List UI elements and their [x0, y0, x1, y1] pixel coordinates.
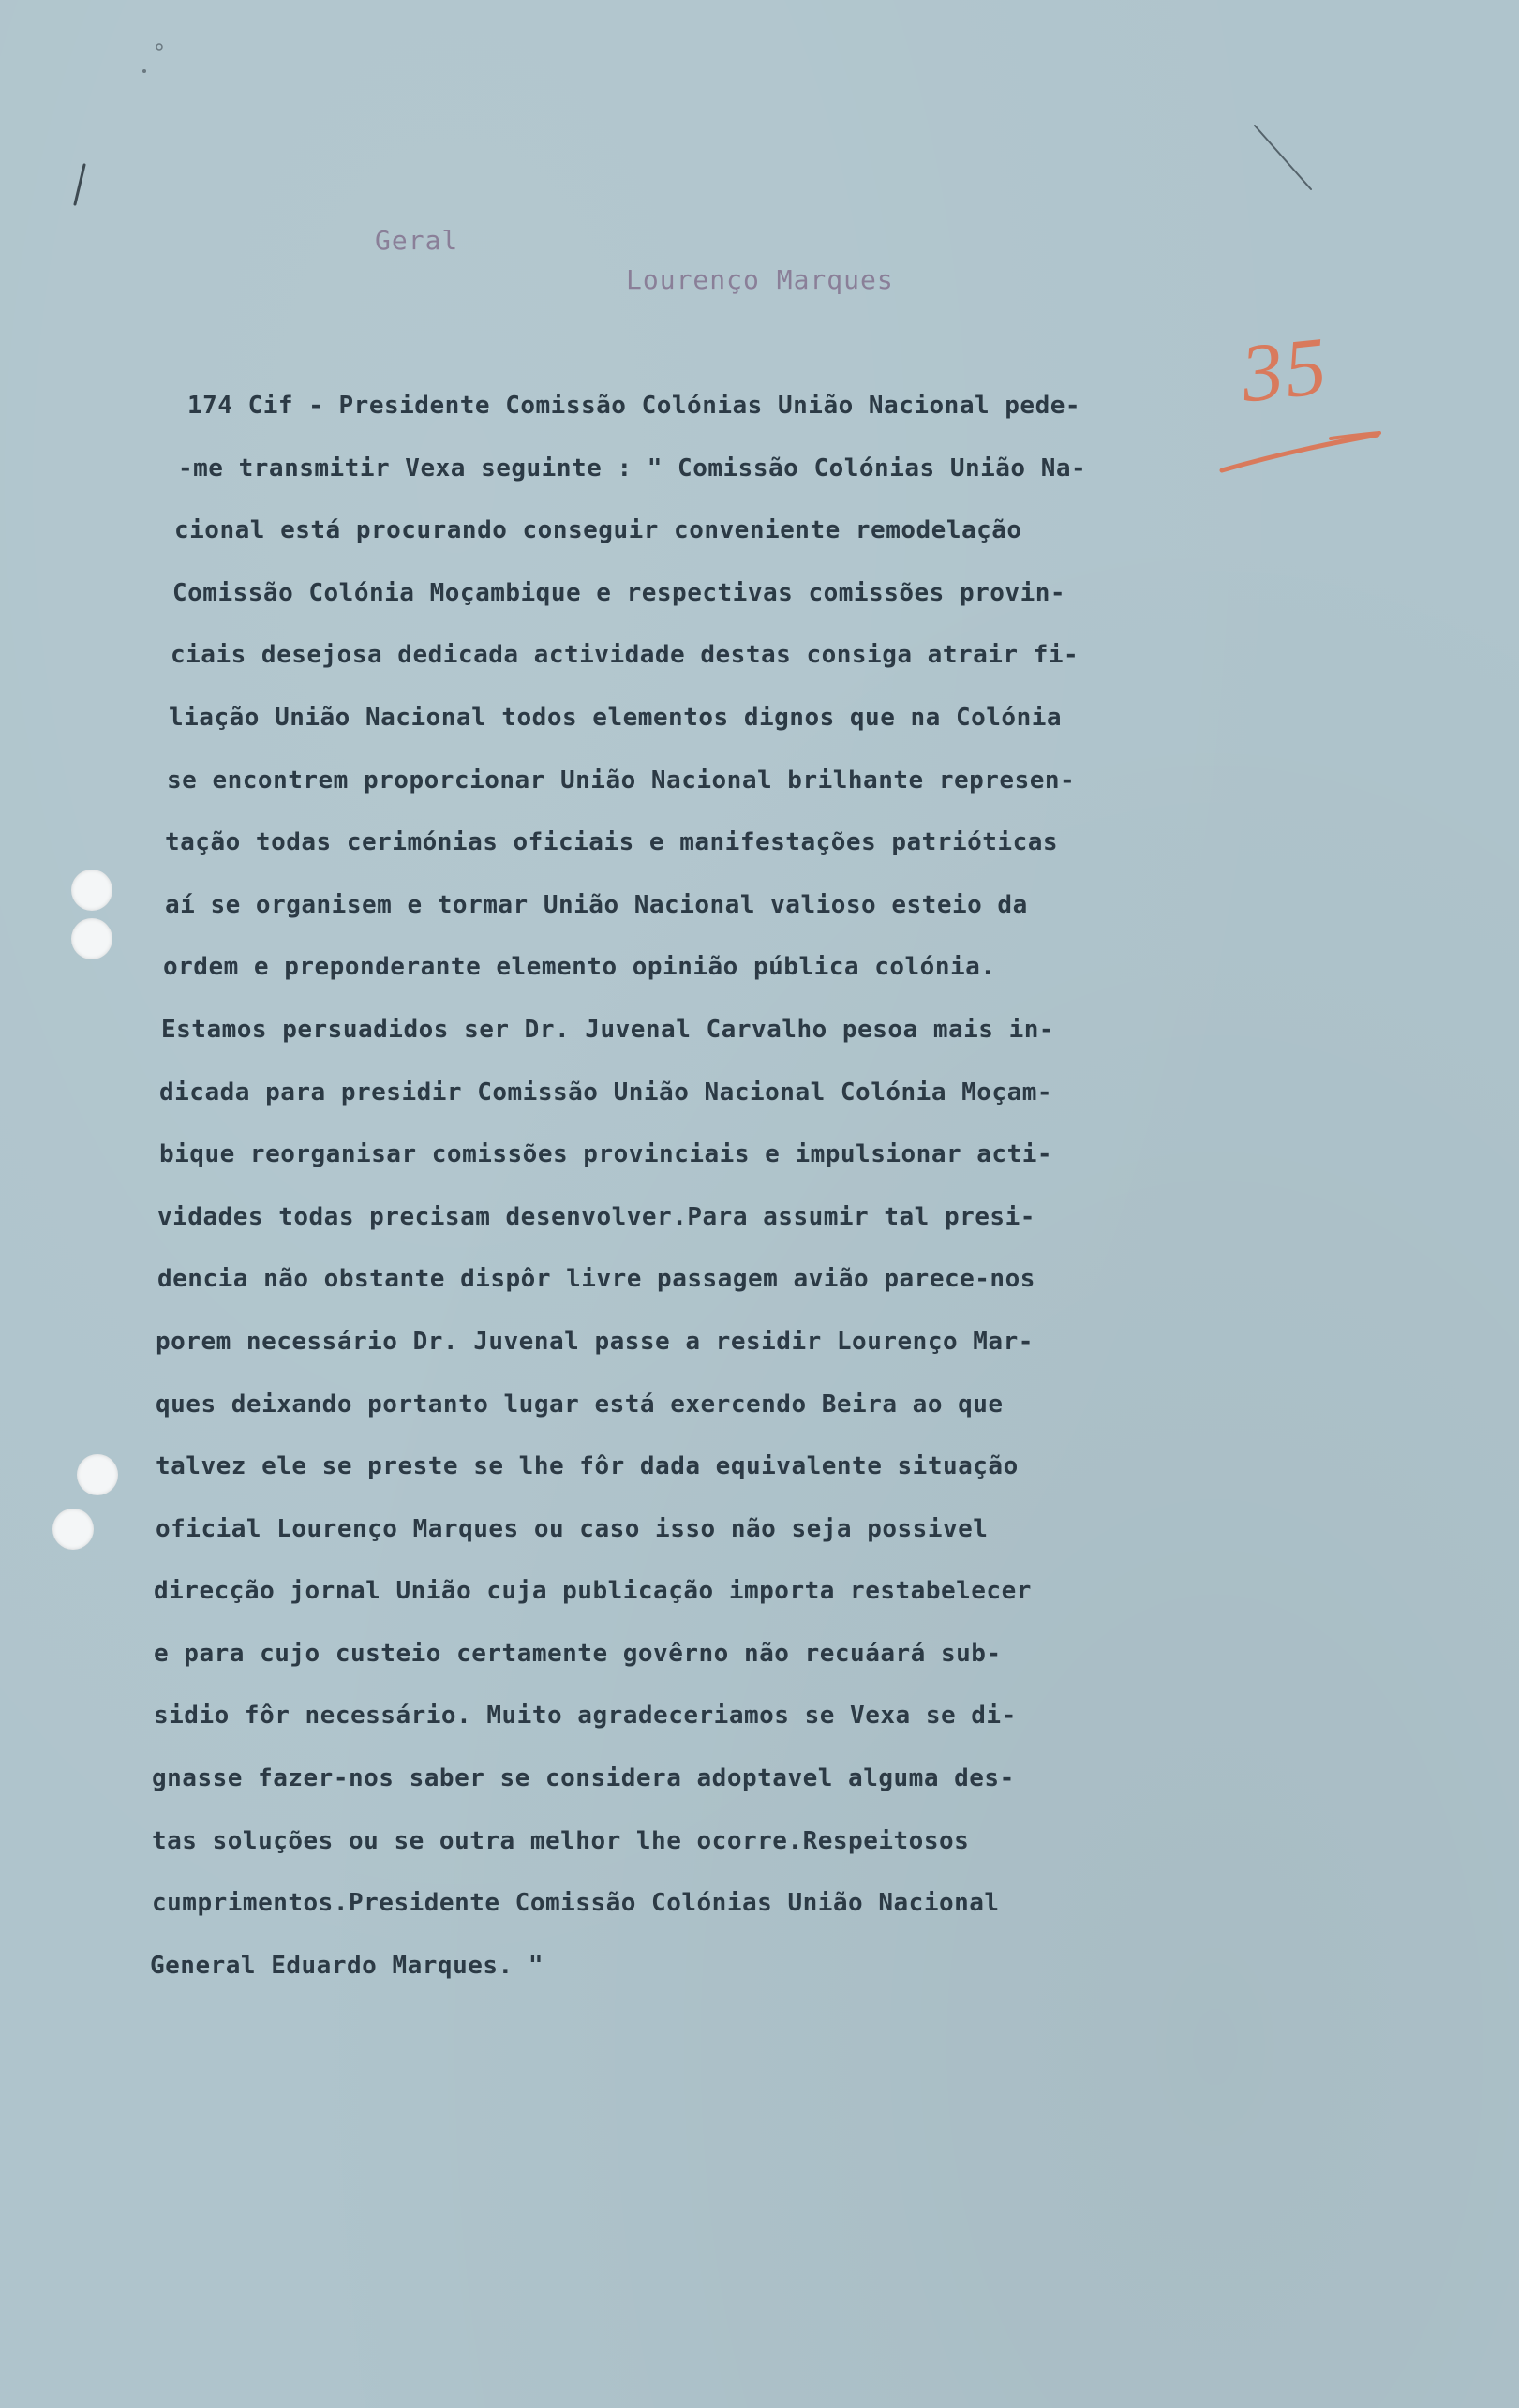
pencil-diagonal-icon [1251, 122, 1317, 197]
punch-hole [71, 870, 112, 911]
body-line: ques deixando portanto lugar está exercendo Beira ao que [156, 1390, 1004, 1419]
page-number: 35 [1237, 320, 1333, 421]
body-line: liação União Nacional todos elementos dignos que na Colónia [169, 703, 1063, 732]
telegram-body [150, 375, 1143, 1997]
body-line: gnasse fazer-nos saber se considera adoptavel alguma des- [152, 1764, 1015, 1793]
body-line: sidio fôr necessário. Muito agradeceriamos se Vexa se di- [154, 1702, 1017, 1731]
document-location: Lourenço Marques [626, 264, 894, 295]
body-line: tas soluções ou se outra melhor lhe ocorre.Respeitosos [152, 1826, 970, 1855]
body-line: Estamos persuadidos ser Dr. Juvenal Carvalho pesoa mais in- [161, 1015, 1055, 1044]
body-line: cional está procurando conseguir conveniente remodelação [174, 516, 1022, 545]
body-line: dicada para presidir Comissão União Nacional Colónia Moçam- [159, 1078, 1053, 1107]
body-line: talvez ele se preste se lhe fôr dada equivalente situação [156, 1452, 1019, 1481]
punch-hole [77, 1454, 118, 1495]
pencil-mark-icon [131, 37, 169, 94]
body-line: vidades todas precisam desenvolver.Para assumir tal presi- [157, 1202, 1035, 1231]
body-line: se encontrem proporcionar União Nacional brilhante represen- [167, 766, 1076, 795]
body-line: ciais desejosa dedicada actividade destas consiga atrair fi- [171, 641, 1080, 670]
body-line: General Eduardo Marques. " [150, 1951, 544, 1980]
punch-hole [71, 918, 112, 959]
body-line: tação todas cerimónias oficiais e manifestações patrióticas [165, 828, 1059, 857]
body-line: dencia não obstante dispôr livre passagem avião parece-nos [157, 1265, 1035, 1294]
body-line: e para cujo custeio certamente govêrno não recuáará sub- [154, 1639, 1002, 1668]
body-line: ordem e preponderante elemento opinião pública colónia. [163, 953, 996, 982]
body-line: direcção jornal União cuja publicação importa restabelecer [154, 1577, 1032, 1606]
body-line: 174 Cif - Presidente Comissão Colónias União Nacional pede- [187, 392, 1081, 420]
punch-hole [52, 1509, 94, 1550]
body-line: aí se organisem e tormar União Nacional valioso esteio da [165, 890, 1028, 919]
page-number-underline [1218, 431, 1387, 478]
pencil-stroke-icon [66, 159, 103, 216]
body-line: bique reorganisar comissões provinciais e impulsionar acti- [159, 1140, 1053, 1169]
body-line: oficial Lourenço Marques ou caso isso não seja possivel [156, 1514, 989, 1543]
body-line: porem necessário Dr. Juvenal passe a residir Lourenço Mar- [156, 1327, 1034, 1356]
body-line: cumprimentos.Presidente Comissão Colónias União Nacional [152, 1889, 1000, 1918]
body-line: -me transmitir Vexa seguinte : " Comissão Colónias União Na- [178, 453, 1087, 483]
document-category: Geral [375, 225, 459, 256]
body-line: Comissão Colónia Moçambique e respectivas comissões provin- [172, 578, 1066, 607]
